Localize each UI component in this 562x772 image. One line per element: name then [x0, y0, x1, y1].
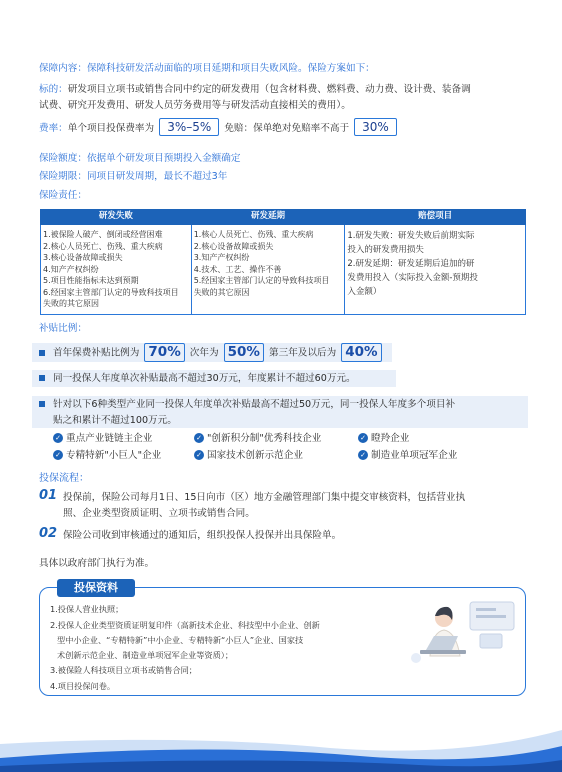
col-rd-failure: 1.被保险人破产、倒闭或经营困难 2.核心人员死亡、伤残、重大疾病 3.核心设备故障或损失 4.知产产权纠纷 5.项目性能指标未达到预期 6.经国家主管部门认定的导致科技项目 失败的其它原因 [41, 225, 192, 315]
doc-line: 3.被保险人科技项目立项书或销售合同； [50, 665, 197, 675]
doc-line: 2.投保人企业类型资质证明复印件（高新技术企业、科技型中小企业、创新 [50, 620, 320, 630]
bottom-wave-decoration [0, 700, 562, 772]
subsidy-first-year: 70% [144, 343, 184, 362]
doc-line: 型中小企业、“专精特新”中小企业、专精特新“小巨人”企业、国家技 [57, 635, 304, 645]
rate-value: 3%–5% [159, 118, 219, 136]
period-line [39, 170, 227, 183]
deductible-text: 免赔：保单绝对免赔率不高于 [224, 123, 350, 134]
subsidy-second-year: 50% [224, 343, 264, 362]
coverage-label: 保障内容： [39, 63, 87, 74]
check-icon: ✓ [194, 450, 204, 460]
period-label: 保险期限： [39, 171, 87, 182]
subject-label: 标的： [39, 84, 68, 95]
check-icon: ✓ [53, 433, 63, 443]
step-1-line-a: 投保前，保险公司每月1日、15日向市（区）地方金融管理部门集中提交审核资料，包括营业执 [63, 492, 466, 503]
doc-line: 4.项目投保问卷。 [50, 681, 116, 691]
process-label: 投保流程： [39, 473, 89, 484]
bullet-square-icon [39, 350, 45, 356]
header-rd-delay: 研发延期 [191, 210, 345, 225]
step-1-line-b: 照、企业类型资质证明、立项书或销售合同。 [63, 508, 255, 519]
subsidy-line-1: 首年保费补贴比例为 70% 次年为 50% 第三年及以后为 40% [39, 343, 384, 363]
type-item: ✓ 专精特新"小巨人"企业 [53, 449, 161, 462]
amount-line [39, 152, 240, 165]
subject-line-2 [39, 99, 351, 112]
type-item: ✓ "创新积分制"优秀科技企业 [194, 432, 321, 445]
rate-line [39, 118, 399, 138]
rate-label: 费率： [39, 123, 68, 134]
type-item: ✓ 国家技术创新示范企业 [194, 449, 303, 462]
deductible-value: 30% [354, 118, 397, 136]
liability-table [40, 209, 526, 315]
subsidy-label: 补贴比例： [39, 323, 87, 334]
amount-label: 保险额度： [39, 153, 87, 164]
type-item: ✓ 重点产业链链主企业 [53, 432, 152, 445]
amount-text: 依据单个研发项目预期投入金额确定 [86, 153, 241, 164]
header-rd-failure: 研发失败 [41, 210, 192, 225]
subsidy-line-3a: 针对以下6种类型产业同一投保人年度单次补贴最高不超过50万元，同一投保人年度多个项目补 [39, 398, 455, 411]
col-rd-delay: 1.核心人员死亡、伤残、重大疾病 2.核心设备故障或损失 3.知产产权纠纷 4.技术、工艺、操作不善 5.经国家主管部门认定的导致科技项目 失败的其它原因 [191, 225, 345, 315]
coverage-text: 保障科技研发活动面临的项目延期和项目失败风险。保险方案如下： [86, 63, 375, 74]
check-icon: ✓ [194, 433, 204, 443]
person-laptop-illustration [408, 598, 520, 670]
subsidy-line-2: 同一投保人年度单次补贴最高不超过30万元，年度累计不超过60万元。 [39, 372, 356, 385]
period-text: 同项目研发周期，最长不超过3年 [86, 171, 228, 182]
bullet-square-icon [39, 375, 45, 381]
type-item: ✓ 瞪羚企业 [358, 432, 409, 445]
subsidy-line-3b: 贴之和累计不超过100万元。 [53, 415, 177, 426]
check-icon: ✓ [358, 450, 368, 460]
step-number: 01 [39, 488, 58, 503]
documents-title: 投保资料 [57, 579, 135, 597]
type-item: ✓ 制造业单项冠军企业 [358, 449, 457, 462]
step-2-line-a: 保险公司收到审核通过的通知后，组织投保人投保并出具保险单。 [63, 530, 342, 541]
check-icon: ✓ [358, 433, 368, 443]
bullet-square-icon [39, 401, 45, 407]
doc-line: 1.投保人营业执照； [50, 604, 124, 614]
step-number: 02 [39, 526, 58, 541]
coverage-line [39, 62, 375, 75]
doc-line: 术创新示范企业、制造业单项冠军企业等资质）； [57, 650, 234, 660]
process-note: 具体以政府部门执行为准。 [39, 558, 155, 569]
subject-text-1: 研发项目立项书或销售合同中约定的研发费用（包含材料费、燃料费、动力费、设计费、装备调 [67, 84, 471, 95]
subject-line-1 [39, 83, 471, 96]
rate-text: 单个项目投保费率为 [67, 123, 155, 134]
subsidy-third-year: 40% [341, 343, 381, 362]
liability-label: 保险责任： [39, 190, 87, 201]
subject-text-2: 试费、研究开发费用、研发人员劳务费用等与研发活动直接相关的费用）。 [39, 100, 351, 111]
card-icon [480, 634, 502, 648]
col-compensation: 1.研发失败：研发失败后前期实际 投入的研发费用损失 2.研发延期：研发延期后追加的研 发费用投入（实际投入金额-预期投 入金额） [345, 225, 526, 315]
header-compensation: 赔偿项目 [345, 210, 526, 225]
check-icon: ✓ [53, 450, 63, 460]
